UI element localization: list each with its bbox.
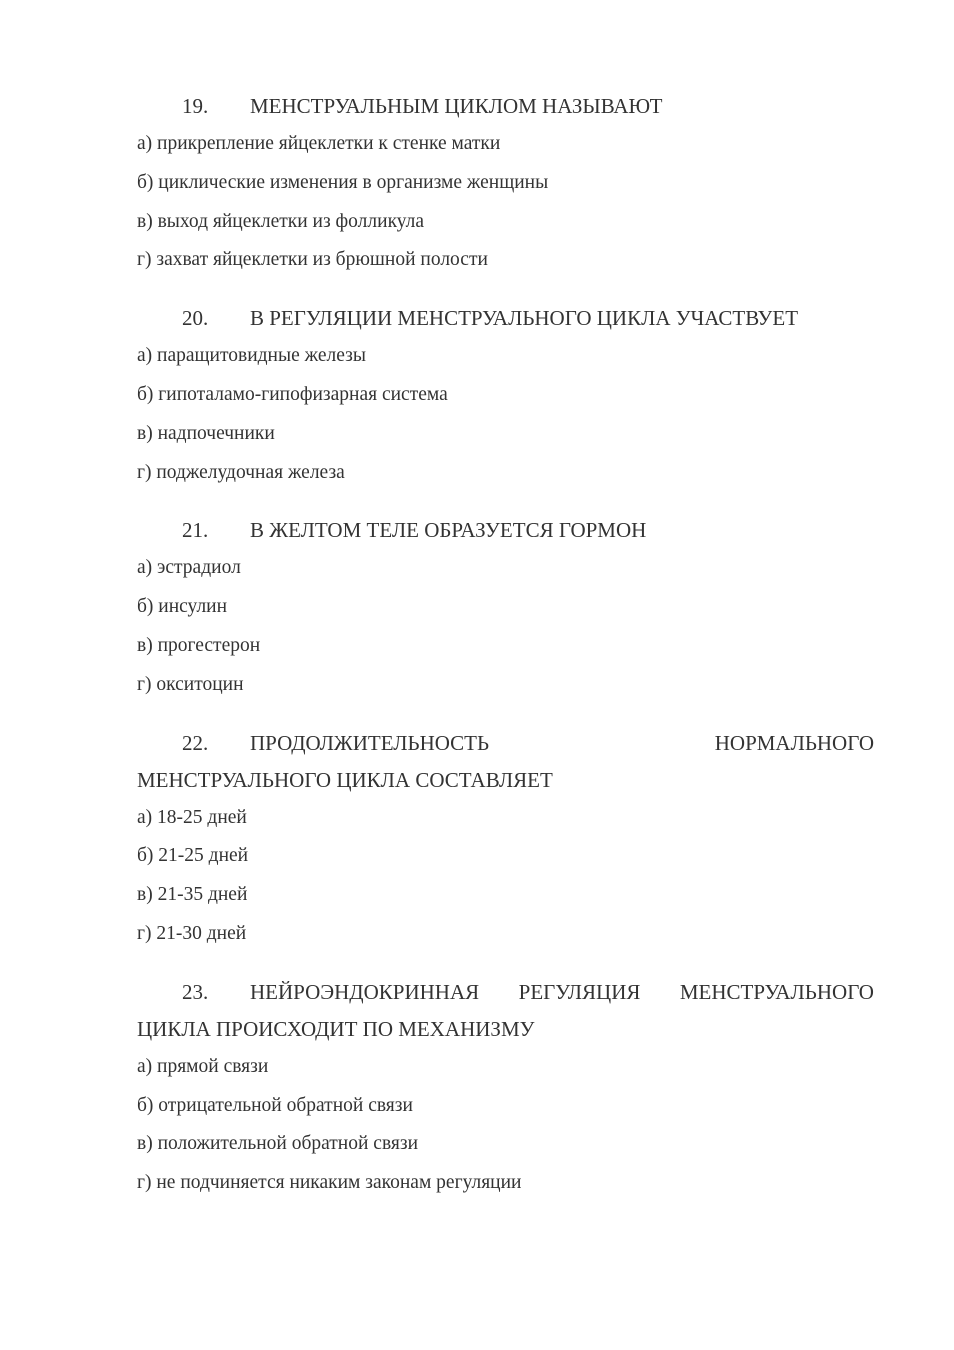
question-title-word: РЕГУЛЯЦИЯ [518,979,641,1004]
question-heading [137,512,874,549]
question-title-word: НЕЙРОЭНДОКРИННАЯ [250,979,480,1004]
answer-option-c: в) надпочечники [137,422,275,444]
answer-option-b: б) 21-25 дней [137,845,249,867]
spacer [137,954,874,974]
answer-option-b: б) отрицательной обратной связи [137,1094,413,1116]
question-19 [137,88,874,280]
answer-option-b: б) циклические изменения в организме женщины [137,171,549,193]
question-22 [137,725,874,954]
answer-option-c: в) выход яйцеклетки из фолликула [137,210,425,232]
answer-option-a: а) прикрепление яйцеклетки к стенке матки [137,133,501,154]
question-23 [137,974,874,1203]
question-20 [137,300,874,492]
question-title-word: МЕНСТРУАЛЬНОГО [679,979,874,1004]
answer-options [137,1048,874,1203]
document-page [137,88,874,1203]
answer-option-a: а) эстрадиол [137,557,241,579]
answer-options [137,549,874,704]
question-title-word: ПРОДОЛЖИТЕЛЬНОСТЬ [250,730,490,755]
answer-options [137,799,874,954]
question-number: 22. [182,730,209,755]
answer-option-d: г) не подчиняется никаким законам регуляции [137,1172,522,1194]
question-title: В РЕГУЛЯЦИИ МЕНСТРУАЛЬНОГО ЦИКЛА УЧАСТВУЕТ [250,306,799,331]
question-heading-start [137,974,479,1011]
answer-options [137,337,874,492]
question-title: МЕНСТРУАЛЬНЫМ ЦИКЛОМ НАЗЫВАЮТ [250,94,663,118]
answer-option-c: в) прогестерон [137,634,261,656]
question-heading-line-2: МЕНСТРУАЛЬНОГО ЦИКЛА СОСТАВЛЯЕТ [137,767,553,792]
question-21 [137,512,874,704]
answer-option-a: а) 18-25 дней [137,806,247,828]
answer-option-c: в) положительной обратной связи [137,1133,419,1155]
question-title-word: НОРМАЛЬНОГО [714,730,874,755]
answer-options [137,125,874,280]
question-heading-line-1 [137,725,874,762]
answer-option-b: б) гипоталамо-гипофизарная система [137,383,448,405]
spacer [137,705,874,725]
question-number: 23. [182,979,209,1004]
answer-option-c: в) 21-35 дней [137,884,248,906]
answer-option-d: г) поджелудочная железа [137,461,345,483]
answer-option-d: г) окситоцин [137,673,244,695]
spacer [137,492,874,512]
answer-option-a: а) паращитовидные железы [137,345,366,367]
question-heading [137,88,874,125]
answer-option-b: б) инсулин [137,596,228,618]
answer-option-a: а) прямой связи [137,1055,269,1077]
question-number: 21. [182,518,209,543]
question-heading [137,300,874,337]
question-number: 19. [182,94,209,118]
answer-option-d: г) 21-30 дней [137,922,247,944]
question-heading-line-1 [137,974,874,1011]
question-heading-start [137,725,489,762]
spacer [137,280,874,300]
answer-option-d: г) захват яйцеклетки из брюшной полости [137,249,488,271]
question-number: 20. [182,306,209,331]
question-title: В ЖЕЛТОМ ТЕЛЕ ОБРАЗУЕТСЯ ГОРМОН [250,518,647,543]
question-heading-line-2: ЦИКЛА ПРОИСХОДИТ ПО МЕХАНИЗМУ [137,1016,535,1041]
